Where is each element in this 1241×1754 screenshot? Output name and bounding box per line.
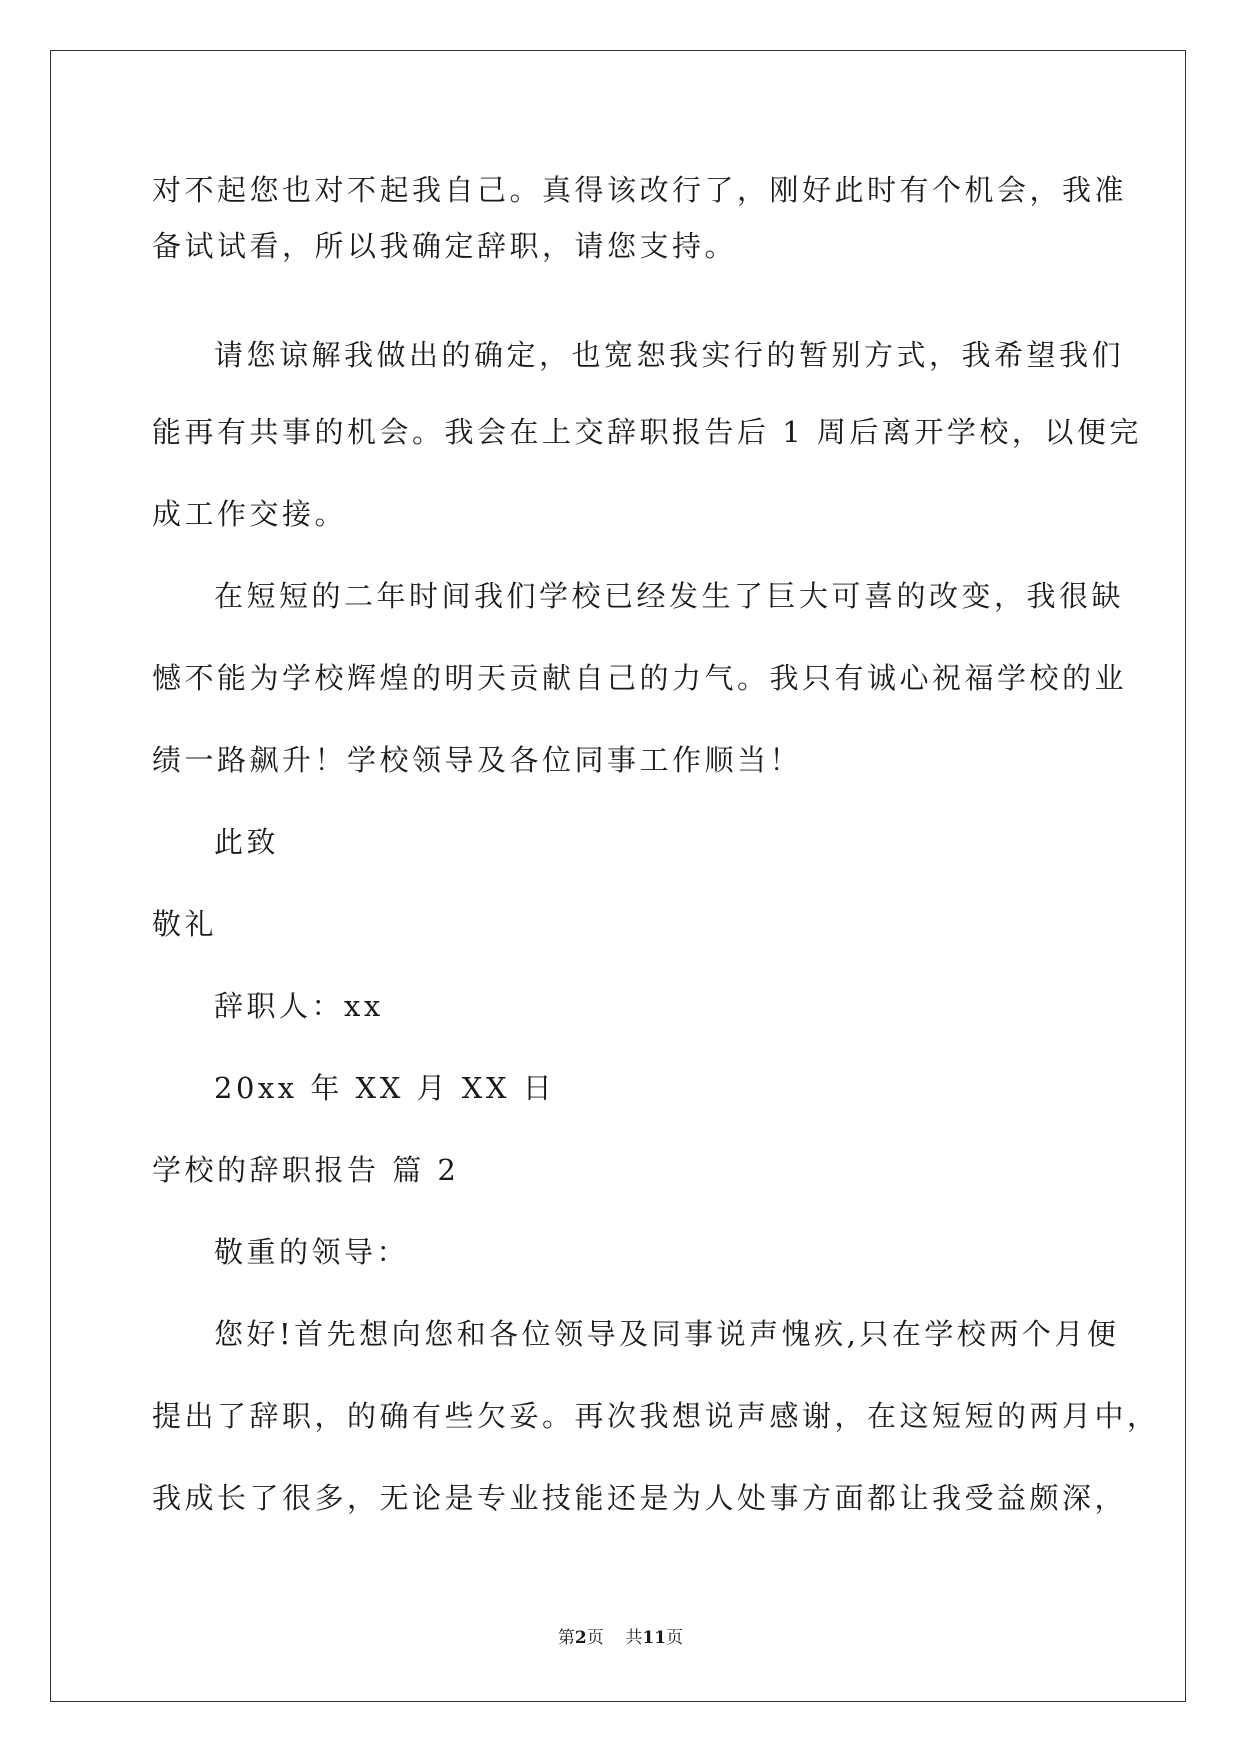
page-footer xyxy=(0,1627,1241,1649)
footer-total-prefix: 共 xyxy=(625,1628,643,1648)
text-line-8: 绩一路飙升！学校领导及各位同事工作顺当！ xyxy=(152,743,803,777)
footer-page-suffix: 页 xyxy=(586,1628,604,1648)
page-border xyxy=(50,50,1186,1702)
signature-date: 20xx 年 XX 月 XX 日 xyxy=(214,1071,556,1105)
footer-total-suffix: 页 xyxy=(666,1628,684,1648)
closing-regards: 敬礼 xyxy=(152,907,218,941)
section-heading: 学校的辞职报告 篇 2 xyxy=(152,1153,460,1187)
signature-name: 辞职人：xx xyxy=(214,989,384,1023)
text-line-7: 憾不能为学校辉煌的明天贡献自己的力气。我只有诚心祝福学校的业 xyxy=(152,661,1128,695)
text-line-4: 能再有共事的机会。我会在上交辞职报告后 1 周后离开学校，以便完 xyxy=(152,415,1142,449)
footer-total-pages: 11 xyxy=(642,1628,667,1648)
text-line-1: 对不起您也对不起我自己。真得该改行了，刚好此时有个机会，我准 xyxy=(152,173,1128,207)
text-line-5: 成工作交接。 xyxy=(152,497,348,531)
greeting: 敬重的领导： xyxy=(214,1235,410,1269)
footer-page-number: 2 xyxy=(574,1628,587,1648)
text-line-17: 我成长了很多，无论是专业技能还是为人处事方面都让我受益颇深， xyxy=(152,1481,1128,1515)
footer-page-prefix: 第 xyxy=(557,1628,575,1648)
text-line-15: 您好!首先想向您和各位领导及同事说声愧疚,只在学校两个月便 xyxy=(214,1317,1120,1351)
text-line-16: 提出了辞职，的确有些欠妥。再次我想说声感谢，在这短短的两月中， xyxy=(152,1399,1160,1433)
text-line-2: 备试试看，所以我确定辞职，请您支持。 xyxy=(152,229,738,263)
closing-salutation: 此致 xyxy=(214,825,280,859)
text-line-6: 在短短的二年时间我们学校已经发生了巨大可喜的改变，我很缺 xyxy=(214,579,1125,613)
text-line-3: 请您谅解我做出的确定，也宽恕我实行的暂别方式，我希望我们 xyxy=(214,338,1125,372)
